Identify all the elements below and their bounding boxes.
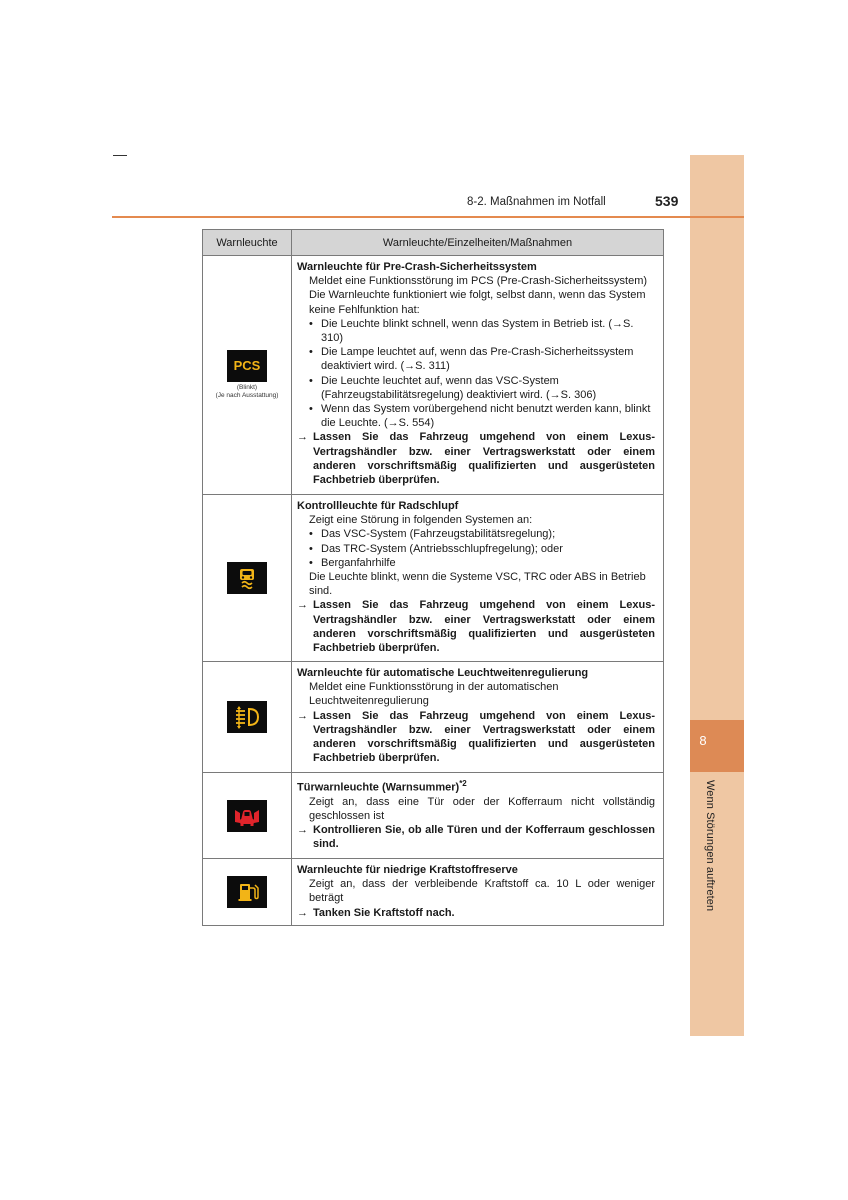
action-instruction: → Tanken Sie Kraftstoff nach. — [297, 906, 455, 919]
action-instruction: → Lassen Sie das Fahrzeug umgehend von einem Lexus-Vertragshändler bzw. einer Vertragswerkstatt oder einem anderen vorschriftsmäßig qualifizierten und ausgerüsteten Fachbetrieb überprüfen. — [297, 431, 655, 487]
list-item: • Die Lampe leuchtet auf, wenn das Pre-Crash-Sicherheitssystem deaktiviert wird. (→S. 311) — [309, 346, 634, 373]
chapter-tab-upper — [690, 155, 744, 720]
header-rule — [112, 216, 744, 218]
table-row — [203, 495, 664, 662]
description-cell — [292, 495, 664, 662]
icon-cell — [203, 256, 292, 495]
warning-title: Warnleuchte für automatische Leuchtweitenregulierung — [297, 667, 589, 679]
list-item: • Das VSC-System (Fahrzeugstabilitätsregelung); — [309, 528, 556, 541]
table-header-row — [203, 230, 664, 256]
action-instruction: → Kontrollieren Sie, ob alle Türen und der Kofferraum geschlossen sind. — [297, 824, 655, 851]
low-fuel-icon — [227, 876, 267, 908]
table-row — [203, 773, 664, 859]
table-row — [203, 859, 664, 926]
description-cell — [292, 773, 664, 859]
icon-cell — [203, 662, 292, 773]
icon-cell — [203, 773, 292, 859]
warning-title: Kontrollleuchte für Radschlupf — [297, 500, 459, 512]
page-number: 539 — [655, 193, 679, 209]
pcs-warning-icon: PCS — [227, 350, 267, 382]
list-item: • Die Leuchte blinkt schnell, wenn das System in Betrieb ist. (→S. 310) — [309, 317, 634, 345]
list-item: • Das TRC-System (Antriebsschlupfregelung); oder — [309, 542, 563, 555]
paragraph: Zeigt an, dass eine Tür oder der Kofferraum nicht vollständig geschlossen ist — [309, 795, 655, 823]
warning-title: Warnleuchte für niedrige Kraftstoffreserve — [297, 864, 518, 876]
paragraph: Zeigt an, dass der verbleibende Kraftstoff ca. 10 L oder weniger beträgt — [309, 878, 655, 905]
paragraph: Die Leuchte blinkt, wenn die Systeme VSC, TRC oder ABS in Betrieb sind. — [309, 571, 646, 598]
door-open-icon — [227, 800, 267, 832]
list-item: • Wenn das System vorübergehend nicht benutzt werden kann, blinkt die Leuchte. (→S. 554) — [309, 403, 651, 430]
chapter-number: 8 — [699, 733, 707, 748]
column-header: Warnleuchte — [203, 230, 292, 256]
paragraph: Meldet eine Funktionsstörung im PCS (Pre-Crash-Sicherheitssystem) — [309, 275, 648, 288]
icon-cell — [203, 859, 292, 926]
warning-table — [202, 229, 664, 926]
icon-note: (Blinkt) — [236, 384, 258, 391]
description-cell — [292, 662, 664, 773]
list-item: • Berganfahrhilfe — [309, 556, 396, 569]
action-instruction: → Lassen Sie das Fahrzeug umgehend von einem Lexus-Vertragshändler bzw. einer Vertragswerkstatt oder einem anderen vorschriftsmäßig qualifizierten und ausgerüsteten Fachbetrieb überprüfen. — [297, 709, 655, 765]
icon-note: (Je nach Ausstattung) — [215, 392, 279, 399]
table-row — [203, 662, 664, 773]
description-cell — [292, 256, 664, 495]
paragraph: Die Warnleuchte funktioniert wie folgt, selbst dann, wenn das System keine Fehlfunktion hat: — [309, 289, 646, 316]
chapter-title: Wenn Störungen auftreten — [704, 780, 716, 912]
slip-indicator-icon — [227, 562, 267, 594]
icon-cell — [203, 495, 292, 662]
headlight-leveling-icon — [227, 701, 267, 733]
list-item: • Die Leuchte leuchtet auf, wenn das VSC-System (Fahrzeugstabilitätsregelung) deaktiviert wird. (→S. 306) — [309, 374, 597, 401]
table-row — [203, 256, 664, 495]
warning-title: Warnleuchte für Pre-Crash-Sicherheitssystem — [297, 261, 537, 273]
paragraph: Zeigt eine Störung in folgenden Systemen an: — [309, 514, 533, 527]
crop-mark — [113, 155, 127, 156]
chapter-tab-lower — [690, 772, 744, 1036]
footnote-ref: *2 — [459, 779, 467, 788]
description-cell — [292, 859, 664, 926]
section-title: 8-2. Maßnahmen im Notfall — [467, 196, 606, 208]
action-instruction: → Lassen Sie das Fahrzeug umgehend von einem Lexus-Vertragshändler bzw. einer Vertragswerkstatt oder einem anderen vorschriftsmäßig qualifizierten und ausgerüsteten Fachbetrieb überprüfen. — [297, 599, 655, 655]
paragraph: Meldet eine Funktionsstörung in der automatischen Leuchtweitenregulierung — [309, 681, 559, 708]
column-header: Warnleuchte/Einzelheiten/Maßnahmen — [292, 230, 664, 256]
warning-title: Türwarnleuchte (Warnsummer)$^{*2}$ — [297, 779, 467, 794]
